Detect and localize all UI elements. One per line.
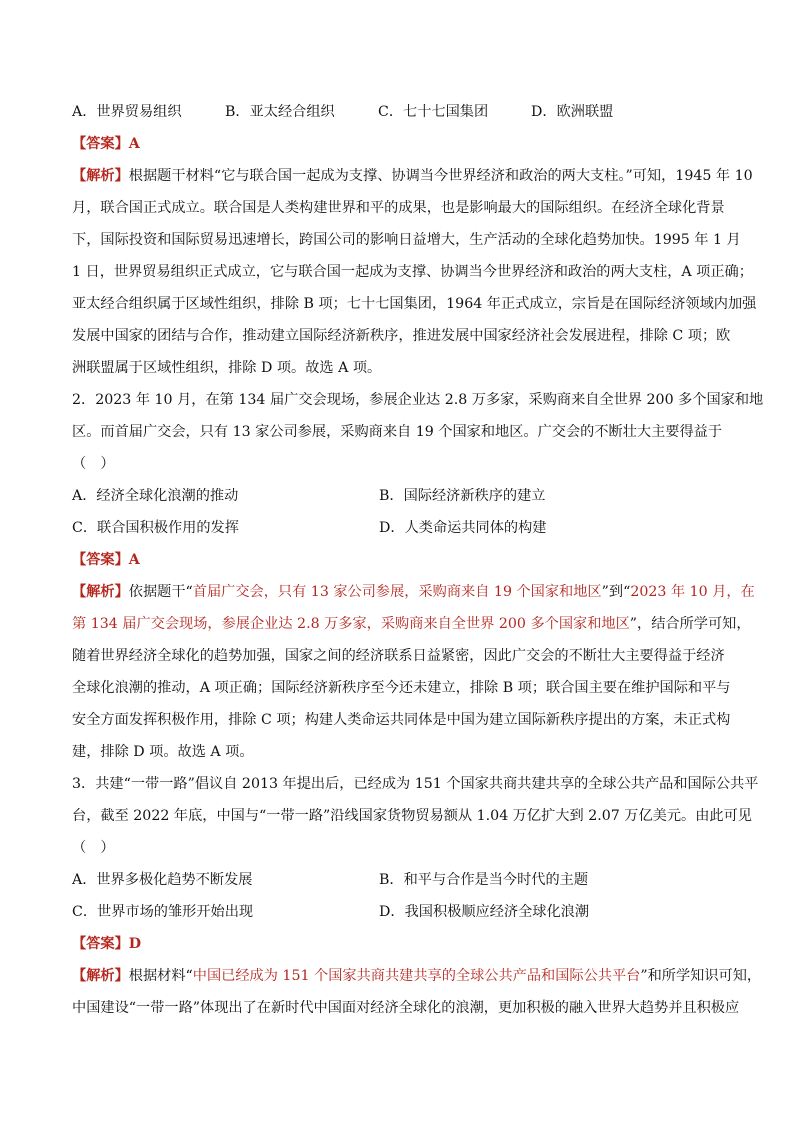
stem-line: （ ）: [72, 456, 115, 472]
analysis-line: 1 日，世界贸易组织正式成立，它与联合国一起成为支撑、协调当今世界经济和政治的两大支柱，A 项正确；: [72, 264, 753, 280]
analysis-line: 随着世界经济全球化的趋势加强，国家之间的经济联系日益紧密，因此广交会的不断壮大主要得益于经济: [72, 648, 725, 664]
q1-options: [72, 96, 722, 128]
quoted-text: 第 134 届广交会现场，参展企业达 2.8 万多家，采购商来自全世界 200 多个国家和地区: [72, 616, 630, 632]
analysis-line: 建，排除 D 项。故选 A 项。: [72, 744, 254, 760]
analysis-text: ”和所学知识可知，: [640, 968, 762, 984]
q1-option-d[interactable]: D．欧洲联盟: [531, 104, 614, 120]
q2-option-a[interactable]: A．经济全球化浪潮的推动: [72, 488, 239, 504]
q3-options-row2: [72, 896, 722, 928]
analysis-line: 月，联合国正式成立。联合国是人类构建世界和平的成果，也是影响最大的国际组织。在经济全球化背景: [72, 200, 725, 216]
analysis-line: 安全方面发挥积极作用，排除 C 项；构建人类命运共同体是中国为建立国际新秩序提出的方案，未正式构: [72, 712, 731, 728]
analysis-line: 中国建设“一带一路”体现出了在新时代中国面对经济全球化的浪潮，更加积极的融入世界大趋势并且积极应: [72, 1000, 740, 1016]
analysis-tag: 【解析】: [72, 968, 129, 984]
analysis-line: 发展中国家的团结与合作，推动建立国际经济新秩序，推进发展中国家经济社会发展进程，排除 C 项；欧: [72, 328, 731, 344]
q1-answer: [72, 128, 722, 160]
q2-option-c[interactable]: C．联合国积极作用的发挥: [72, 520, 239, 536]
q3-option-b[interactable]: B．和平与合作是当今时代的主题: [379, 872, 589, 888]
q2-options-row2: [72, 512, 722, 544]
q3-options-row1: [72, 864, 722, 896]
q2-option-d[interactable]: D．人类命运共同体的构建: [379, 520, 547, 536]
analysis-line: 根据题干材料“它与联合国一起成为支撑、协调当今世界经济和政治的两大支柱。”可知，1945 年 10: [128, 168, 753, 184]
analysis-line: 亚太经合组织属于区域性组织，排除 B 项；七十七国集团，1964 年正式成立，宗旨是在国际经济领域内加强: [72, 296, 757, 312]
stem-line: （ ）: [72, 840, 115, 856]
analysis-text: ”到“: [601, 584, 631, 600]
analysis-tag: 【解析】: [72, 168, 129, 184]
analysis-text: 根据材料“: [128, 968, 193, 984]
q2-stem: [72, 384, 764, 480]
q1-option-b[interactable]: B．亚太经合组织: [225, 104, 335, 120]
answer-tag: 【答案】: [72, 136, 129, 152]
answer-value: D: [128, 936, 142, 952]
q1-option-c[interactable]: C．七十七国集团: [378, 104, 489, 120]
analysis-tag: 【解析】: [72, 584, 129, 600]
q2-option-b[interactable]: B．国际经济新秩序的建立: [379, 488, 546, 504]
q3-analysis: [72, 960, 762, 1024]
stem-line: 区。而首届广交会，只有 13 家公司参展，采购商来自 19 个国家和地区。广交会的不断壮大主要得益于: [72, 424, 723, 440]
stem-line: 台，截至 2022 年底，中国与“一带一路”沿线国家货物贸易额从 1.04 万亿扩大到 2.07 万亿美元。由此可见: [72, 808, 752, 824]
q2-options-row1: [72, 480, 722, 512]
answer-value: A: [128, 136, 140, 152]
stem-line: 3．共建“一带一路”倡议自 2013 年提出后，已经成为 151 个国家共商共建共享的全球公共产品和国际公共平: [72, 776, 759, 792]
q3-answer: [72, 928, 722, 960]
analysis-text: 依据题干“: [128, 584, 193, 600]
q3-option-a[interactable]: A．世界多极化趋势不断发展: [72, 872, 253, 888]
answer-tag: 【答案】: [72, 936, 129, 952]
answer-tag: 【答案】: [72, 552, 129, 568]
q3-option-c[interactable]: C．世界市场的雏形开始出现: [72, 904, 254, 920]
q2-answer: [72, 544, 722, 576]
analysis-text: ”，结合所学可知，: [629, 616, 751, 632]
quoted-text: 中国已经成为 151 个国家共商共建共享的全球公共产品和国际公共平台: [192, 968, 641, 984]
analysis-line: 下，国际投资和国际贸易迅速增长，跨国公司的影响日益增大，生产活动的全球化趋势加快。1995 年 1 月: [72, 232, 741, 248]
analysis-line: 全球化浪潮的推动，A 项正确；国际经济新秩序至今还未建立，排除 B 项；联合国主要在维护国际和平与: [72, 680, 731, 696]
q1-option-a[interactable]: A．世界贸易组织: [72, 104, 182, 120]
q2-analysis: [72, 576, 755, 768]
quoted-text: 2023 年 10 月，在: [630, 584, 755, 600]
q3-stem: [72, 768, 759, 864]
analysis-line: 洲联盟属于区域性组织，排除 D 项。故选 A 项。: [72, 360, 382, 376]
q1-analysis: [72, 160, 757, 384]
quoted-text: 首届广交会，只有 13 家公司参展，采购商来自 19 个国家和地区: [192, 584, 602, 600]
q3-option-d[interactable]: D．我国积极顺应经济全球化浪潮: [379, 904, 590, 920]
stem-line: 2．2023 年 10 月，在第 134 届广交会现场，参展企业达 2.8 万多家，采购商来自全世界 200 多个国家和地: [72, 392, 764, 408]
answer-value: A: [128, 552, 140, 568]
